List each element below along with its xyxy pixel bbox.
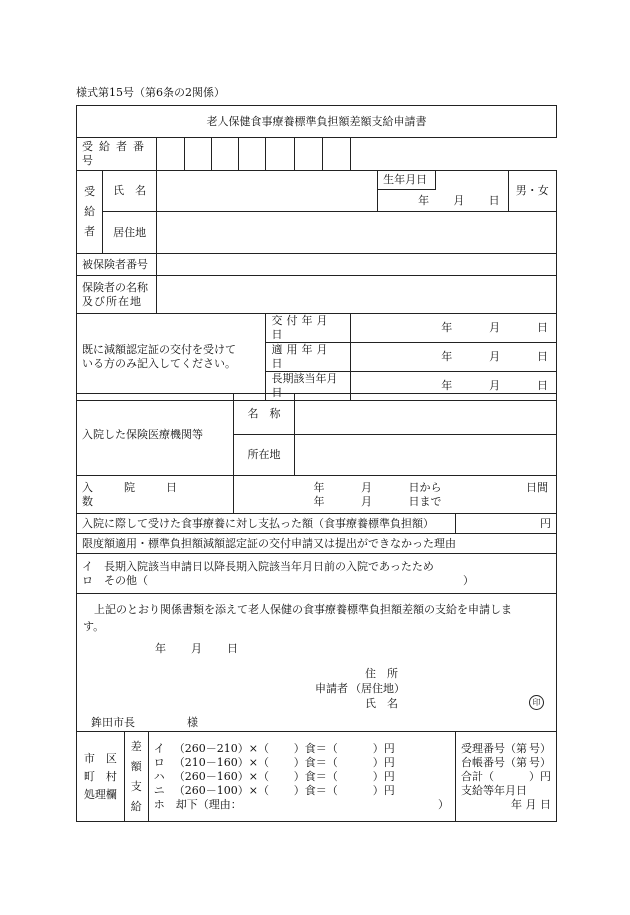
recipient-number-box-1[interactable] — [157, 138, 184, 171]
stay-period-field[interactable]: 年 月 日から 年 月 日まで 日間 — [233, 476, 556, 514]
paid-amount-label: 入院に際して受けた食事療養に対し支払った額（食事療養標準負担額） — [77, 514, 456, 534]
recipient-number-box-2[interactable] — [184, 138, 211, 171]
calculation-field[interactable] — [148, 732, 455, 822]
gender-select[interactable]: 男・女 — [508, 171, 556, 212]
declaration-date-month: 月 — [191, 642, 202, 655]
name-field[interactable] — [157, 171, 378, 212]
recipient-group-label: 受給者 — [77, 171, 103, 254]
claim-table — [76, 393, 557, 822]
recipient-number-box-4[interactable] — [239, 138, 266, 171]
hospital-name-label: 名 称 — [233, 394, 295, 435]
days-unit: 日間 — [526, 480, 548, 494]
issue-date-label: 交付年月日 — [266, 314, 351, 343]
recipient-number-label: 受給者番号 — [77, 138, 157, 171]
applicant-label: 申請者 — [315, 682, 348, 695]
issue-date-field[interactable]: 年 月 日 — [351, 314, 557, 343]
insured-number-field[interactable] — [157, 254, 557, 276]
reason-option-a[interactable]: イ 長期入院該当申請日以降長期入院該当年月日前の入院であったため — [82, 559, 434, 573]
hospital-address-field[interactable] — [295, 435, 557, 476]
form-title: 老人保健食事療養標準負担額差額支給申請書 — [77, 106, 557, 138]
addressee: 鉾田市長 — [91, 716, 135, 729]
calc-row: ハ （260－160）×（ ）食＝（ ）円 — [153, 769, 395, 783]
insurer-label: 保険者の名称 及び所在地 — [77, 276, 157, 314]
rejection-row: ホ 却下（理由： ） — [153, 797, 450, 811]
recipient-number-box-6[interactable] — [294, 138, 322, 171]
processing-field[interactable]: 受理番号（第 号） 台帳番号（第 号） 合計（ ）円 支給等年月日 年 月 日 — [456, 732, 557, 822]
birth-date-label: 生年月日 — [378, 171, 436, 190]
reason-options[interactable] — [77, 554, 557, 594]
applicant-table — [76, 105, 557, 401]
diff-payment-label: 差額支給 — [124, 732, 148, 822]
insurer-field[interactable] — [157, 276, 557, 314]
longterm-date-label: 長期該当年月日 — [266, 372, 351, 401]
hospital-label: 入院した保険医療機関等 — [77, 394, 234, 476]
recipient-number-box-3[interactable] — [211, 138, 238, 171]
hospital-name-field[interactable] — [295, 394, 557, 435]
longterm-date-field[interactable]: 年 月 日 — [351, 372, 557, 401]
paid-amount-field[interactable]: 円 — [456, 514, 557, 534]
calc-row: イ （260－210）×（ ）食＝（ ）円 — [153, 741, 395, 755]
addressee-sama: 様 — [187, 716, 198, 729]
recipient-number-box-5[interactable] — [266, 138, 294, 171]
recipient-number-box-7[interactable] — [322, 138, 350, 171]
residence-paren: （居住地） — [350, 682, 405, 695]
declaration-date-day: 日 — [227, 642, 238, 655]
residence-label: 居住地 — [103, 212, 157, 254]
applicant-name-label: 氏 名 — [365, 697, 398, 710]
birth-date-field[interactable]: 年 月 日 — [378, 190, 508, 212]
name-label: 氏 名 — [103, 171, 157, 212]
insured-number-label: 被保険者番号 — [77, 254, 157, 276]
apply-date-label: 適用年月日 — [266, 343, 351, 372]
declaration-text: 上記のとおり関係書類を添えて老人保健の食事療養標準負担額差額の支給を申請しま す。 — [83, 603, 512, 633]
calc-row: ニ （260－100）×（ ）食＝（ ）円 — [153, 783, 395, 797]
hospital-address-label: 所在地 — [233, 435, 295, 476]
reduction-note: 既に減額認定証の交付を受けて いる方のみ記入してください。 — [77, 314, 266, 401]
calc-row: ロ （210－160）×（ ）食＝（ ）円 — [153, 755, 395, 769]
office-label: 市 区 町 村 処理欄 — [77, 732, 125, 822]
declaration-date-year: 年 — [155, 642, 166, 655]
seal-mark: 印 — [529, 695, 544, 710]
form-number: 様式第15号（第6条の2関係） — [76, 86, 225, 99]
reason-header: 限度額適用・標準負担額減額認定証の交付申請又は提出ができなかった理由 — [77, 534, 557, 554]
apply-date-field[interactable]: 年 月 日 — [351, 343, 557, 372]
reason-option-b[interactable]: ロ その他（ ） — [82, 573, 474, 587]
address-label: 住 所 — [365, 667, 398, 680]
days-label: 入 院 日 数 — [77, 476, 234, 514]
declaration-block — [77, 594, 557, 732]
residence-field[interactable] — [157, 212, 557, 254]
